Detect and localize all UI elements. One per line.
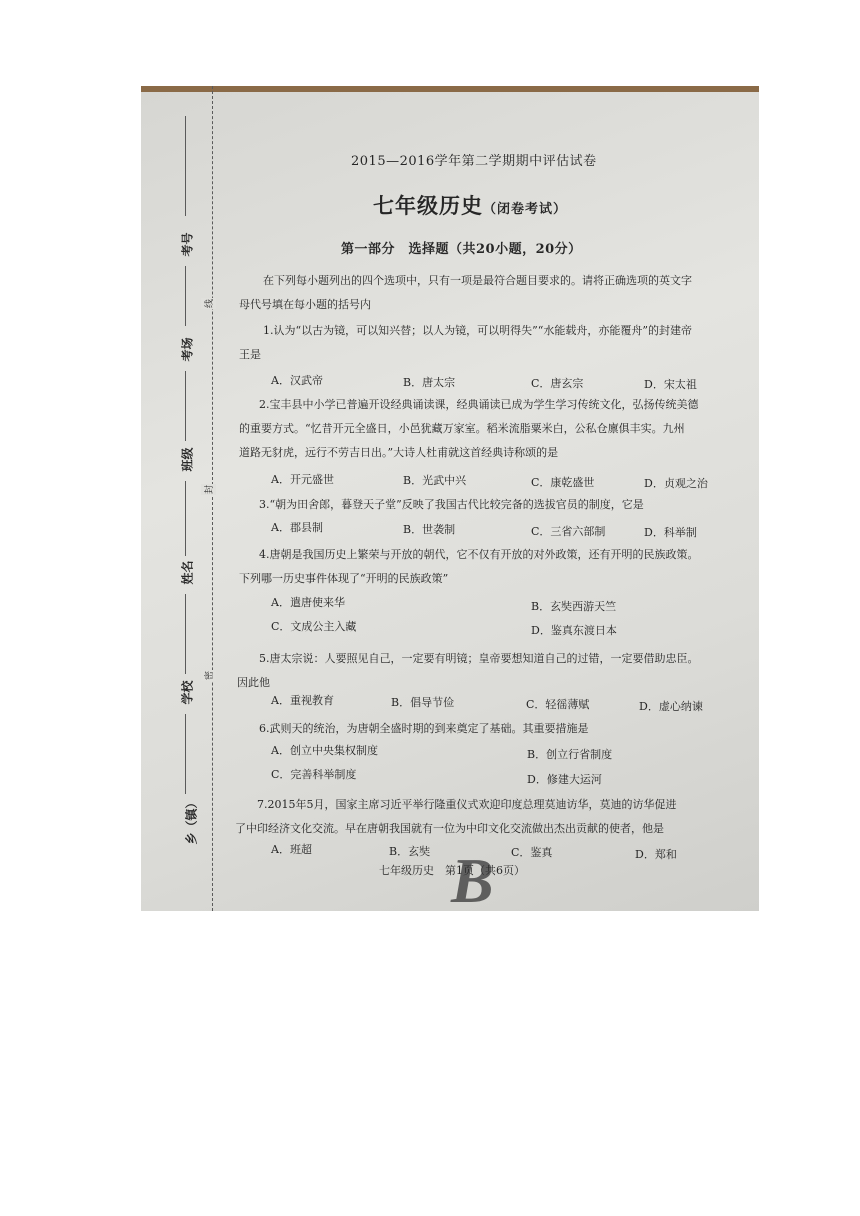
question-1-option-d: D．宋太祖 <box>644 378 697 391</box>
question-5-option-d: D．虚心纳谏 <box>639 700 703 713</box>
school-line <box>185 594 186 674</box>
subject-name: 七年级历史 <box>373 193 483 218</box>
seal-char-line: 线 <box>201 298 216 309</box>
instruction-line: 母代号填在每小题的括号内 <box>239 298 371 311</box>
question-7-stem: 7.2015年5月，国家主席习近平举行隆重仪式欢迎印度总理莫迪访华，莫迪的访华促进 <box>257 798 677 811</box>
question-2-option-d: D．贞观之治 <box>644 477 708 490</box>
name-line <box>185 481 186 556</box>
question-7-option-d: D．郑和 <box>635 848 677 861</box>
question-4-option-a: A．遣唐使来华 <box>271 596 345 609</box>
question-7-option-b: B．玄奘 <box>389 845 431 858</box>
binding-margin <box>141 86 216 911</box>
page-footer: 七年级历史 第1页（共6页） <box>379 864 525 877</box>
question-4-option-b: B．玄奘西游天竺 <box>531 600 617 613</box>
question-5-stem: 5.唐太宗说：人要照见自己，一定要有明镜；皇帝要想知道自己的过错，一定要借助忠臣。 <box>259 652 699 665</box>
question-5-option-b: B．倡导节俭 <box>391 696 455 709</box>
room-label: 考场 <box>180 337 195 362</box>
question-2-stem: 2.宝丰县中小学已普遍开设经典诵读课，经典诵读已成为学生学习传统文化，弘扬传统美德 <box>259 398 699 411</box>
seal-char-seal: 封 <box>201 484 216 495</box>
term-title: 2015—2016学年第二学期期中评估试卷 <box>351 154 597 169</box>
room-line <box>185 266 186 326</box>
subject-title <box>373 190 567 220</box>
question-6-option-a: A．创立中央集权制度 <box>271 744 378 757</box>
question-2-option-a: A．开元盛世 <box>271 473 334 486</box>
question-1-option-c: C．唐玄宗 <box>531 377 584 390</box>
question-5-stem: 因此他 <box>237 676 270 689</box>
class-label: 班级 <box>180 447 195 472</box>
question-3-option-c: C．三省六部制 <box>531 525 606 538</box>
question-5-option-c: C．轻徭薄赋 <box>526 698 590 711</box>
question-1-stem: 王是 <box>239 348 261 361</box>
question-4-stem: 下列哪一历史事件体现了“开明的民族政策” <box>239 572 449 585</box>
instruction-line: 在下列每小题列出的四个选项中，只有一项是最符合题目要求的。请将正确选项的英文字 <box>263 274 692 287</box>
school-label: 学校 <box>180 680 195 705</box>
question-6-option-b: B．创立行省制度 <box>527 748 613 761</box>
question-4-stem: 4.唐朝是我国历史上繁荣与开放的朝代，它不仅有开放的对外政策，还有开明的民族政策。 <box>259 548 699 561</box>
question-4-option-d: D．鉴真东渡日本 <box>531 624 617 637</box>
question-3-option-a: A．郡县制 <box>271 521 323 534</box>
question-3-stem: 3.“朝为田舍郎，暮登天子堂”反映了我国古代比较完备的选拔官员的制度，它是 <box>259 498 644 511</box>
seal-char-secret: 密 <box>201 670 216 681</box>
question-5-option-a: A．重视教育 <box>271 694 334 707</box>
question-6-stem: 6.武则天的统治，为唐朝全盛时期的到来奠定了基础。其重要措施是 <box>259 722 589 735</box>
question-1-option-a: A．汉武帝 <box>271 374 323 387</box>
exam-no-label: 考号 <box>180 232 195 257</box>
town-line <box>185 714 186 794</box>
question-1-stem: 1.认为“以古为镜，可以知兴替；以人为镜，可以明得失”“水能载舟，亦能覆舟”的封建帝 <box>263 324 692 337</box>
name-label: 姓名 <box>180 560 195 585</box>
subject-note: （闭卷考试） <box>483 202 568 217</box>
question-6-option-d: D．修建大运河 <box>527 773 602 786</box>
version-stamp: B <box>451 845 494 911</box>
question-2-option-c: C．康乾盛世 <box>531 476 595 489</box>
question-4-option-c: C．文成公主入藏 <box>271 620 357 633</box>
question-2-stem: 的重要方式。“忆昔开元全盛日，小邑犹藏万家室。稻米流脂粟米白，公私仓廪俱丰实。九州 <box>239 422 685 435</box>
question-3-option-d: D．科举制 <box>644 526 697 539</box>
question-1-option-b: B．唐太宗 <box>403 376 456 389</box>
question-7-stem: 了中印经济文化交流。早在唐朝我国就有一位为中印文化交流做出杰出贡献的使者，他是 <box>235 822 664 835</box>
question-2-option-b: B．光武中兴 <box>403 474 467 487</box>
question-7-option-c: C．鉴真 <box>511 846 553 859</box>
exam-paper-photo <box>141 86 759 911</box>
table-edge <box>141 86 759 92</box>
exam-no-line <box>185 116 186 216</box>
question-6-option-c: C．完善科举制度 <box>271 768 357 781</box>
question-2-stem: 道路无豺虎，远行不劳吉日出。”大诗人杜甫就这首经典诗称颂的是 <box>239 446 559 459</box>
question-7-option-a: A．班超 <box>271 843 312 856</box>
town-label: 乡（镇） <box>184 796 199 845</box>
class-line <box>185 371 186 441</box>
question-3-option-b: B．世袭制 <box>403 523 456 536</box>
seal-dashed-line <box>212 86 213 911</box>
section-title: 第一部分 选择题（共20小题，20分） <box>341 242 582 257</box>
